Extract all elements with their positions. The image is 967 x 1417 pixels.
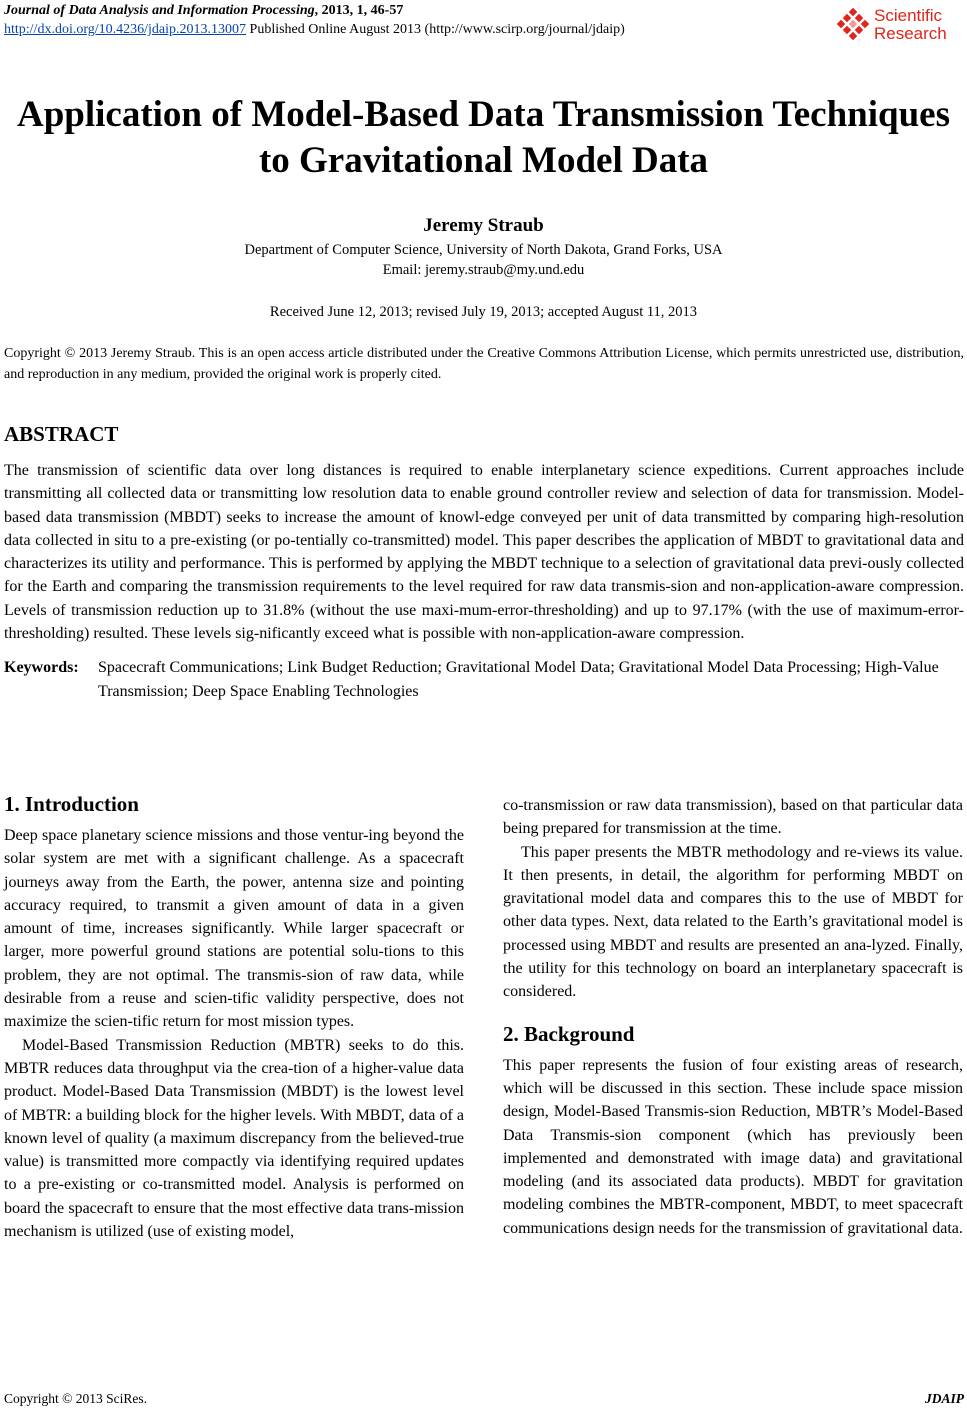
paper-title (0, 92, 967, 184)
author-name: Jeremy Straub (423, 215, 544, 236)
title-line-2: to Gravitational Model Data (258, 140, 709, 181)
author-email: Email: jeremy.straub@my.und.edu (382, 262, 585, 278)
journal-volume: , 2013, 1, 46-57 (314, 3, 404, 18)
doi-link[interactable]: http://dx.doi.org/10.4236/jdaip.2013.13007 (4, 22, 247, 37)
abstract-heading: ABSTRACT (4, 422, 119, 446)
footer-copyright: Copyright © 2013 SciRes. (4, 1391, 148, 1406)
journal-citation (4, 2, 964, 20)
page-footer (4, 1390, 964, 1408)
keywords-label: Keywords: (4, 659, 79, 676)
received-dates: Received June 12, 2013; revised July 19, 2013; accepted August 11, 2013 (269, 304, 698, 320)
doi-line (4, 20, 964, 43)
logo-diamond-icon (836, 8, 870, 42)
logo-text-research: Research (874, 24, 947, 43)
right-column (503, 794, 963, 1240)
published-online: Published Online August 2013 (http://www.scirp.org/journal/jdaip) (246, 22, 625, 37)
paragraph: Deep space planetary science missions and those ventur-ing beyond the solar system are met with a significant challenge. As a spacecraft journeys away from the Earth, the power, antenna size and pointing accuracy required, to transmit a given amount of data in a given amount of time, increases significantly. While larger spacecraft or larger, more powerful ground stations are potential solu-tions to this problem, they are not optimal. The transmis-sion of raw data, while desirable from a reuse and scien-tific validity perspective, does not maximize the scien-tific return for most mission types. (4, 827, 464, 1031)
keywords (4, 656, 964, 704)
left-column (4, 790, 464, 1243)
paragraph: co-transmission or raw data transmission), based on that particular data being prepared for transmission at the time. (503, 797, 963, 838)
abstract-text: The transmission of scientific data over long distances is required to enable interplanetary science expeditions. Current approaches include transmitting all collected data or transmitting low resolution data to enable ground controller review and selection of data for transmission. Model-based data transmission (MBDT) seeks to increase the amount of knowl-edge conveyed per unit of data transmitted by comparing high-resolution data collected in situ to a pre-existing (or po-tentially co-transmitted) model. This paper describes the application of MBDT to gravitational data and characterizes its utility and performance. This is performed by applying the MBDT technique to a selection of gravitational data previ-ously collected for the Earth and comparing the transmission requirements to the level required for raw data transmis-sion and non-application-aware compression. Levels of transmission reduction up to 31.8% (without the use maxi-mum-error-thresholding) and up to 97.17% (with the use of maximum-error-thresholding) resulted. These levels sig-nificantly exceed what is possible with non-application-aware compression. (4, 462, 964, 643)
footer-journal-abbrev: JDAIP (924, 1391, 964, 1406)
title-line-1: Application of Model-Based Data Transmission Techniques (16, 94, 951, 135)
paragraph: This paper represents the fusion of four existing areas of research, which will be discussed in this section. These include space mission design, Model-Based Transmis-sion Reduction, MBTR’s Model-Based Data Transmis-sion component (which has previously been implemented and demonstrated with image data) and gravitational modeling (and its associated data products). MBDT for gravitation modeling combines the MBTR-component, MBDT, to meet spacecraft communications design needs for the transmission of gravitational data. (503, 1056, 963, 1237)
paragraph: This paper presents the MBTR methodology and re-views its value. It then presents, in detail, the algorithm for performing MBDT on gravitational model data and compares this to the use of MBDT for other data types. Next, data related to the Earth’s gravitational model is processed using MBDT and results are presented an ana-lyzed. Finally, the utility for this technology on board an interplanetary spacecraft is considered. (503, 843, 963, 1001)
section-heading-introduction: 1. Introduction (4, 792, 139, 816)
section-heading-background: 2. Background (503, 1021, 635, 1046)
page-header (4, 2, 964, 48)
keywords-list: Spacecraft Communications; Link Budget Reduction; Gravitational Model Data; Gravitational Model Data Processing; High-Value Transmission; Deep Space Enabling Technologies (98, 659, 939, 700)
scientific-research-logo (836, 4, 960, 44)
author-affiliation: Department of Computer Science, University of North Dakota, Grand Forks, USA (244, 242, 723, 258)
copyright-notice: Copyright © 2013 Jeremy Straub. This is an open access article distributed under the Creative Commons Attribution License, which permits unrestricted use, distribution, and reproduction in any medium, provided the original work is properly cited. (4, 346, 964, 382)
journal-name: Journal of Data Analysis and Information Processing (4, 3, 315, 18)
paragraph: Model-Based Transmission Reduction (MBTR) seeks to do this. MBTR reduces data throughput via the crea-tion of a higher-value data product. Model-Based Data Transmission (MBDT) is the lowest level of MBTR: a building block for the higher levels. With MBDT, data of a known level of quality (a maximum discrepancy from the believed-true value) is transmitted more compactly via identifying required updates to a pre-existing or co-transmitted model. Analysis is performed on board the spacecraft to ensure that the most effective data trans-mission mechanism is utilized (use of existing model, (4, 1036, 464, 1241)
logo-text-scientific: Scientific (874, 6, 943, 25)
